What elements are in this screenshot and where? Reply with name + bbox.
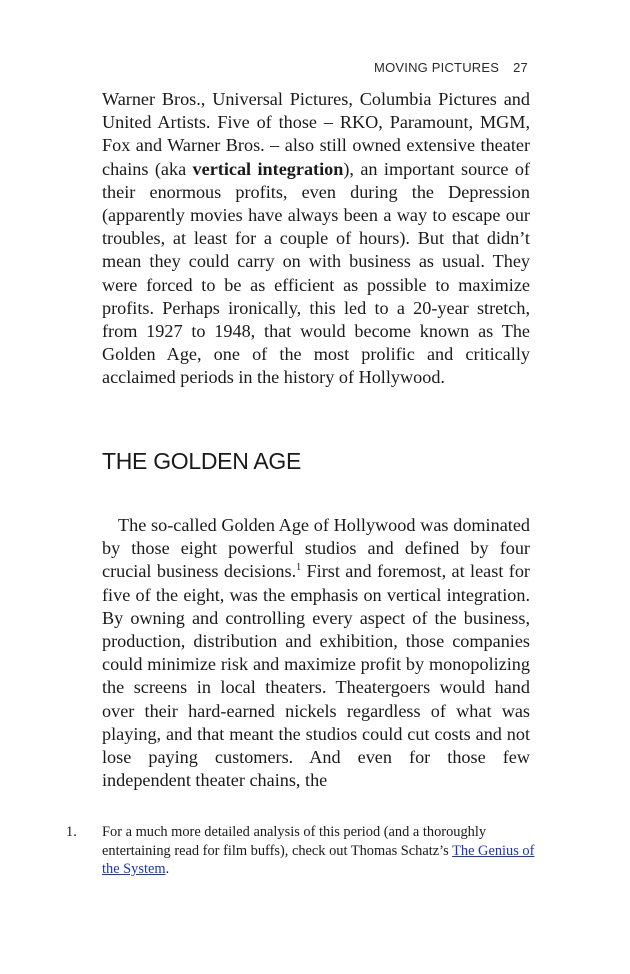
paragraph-text: ), an important source of their enormous profits, even during the Depression (apparently movies have always been a way to escape our troubles, at least for a couple of hours). But that didn’t mean they could carry on with business as usual. They were forced to be as efficient as possible to maximize profits. Perhaps ironically, this led to a 20-year stretch, from 1927 to 1948, that would become known as The Golden Age, one of the most prolific and critically acclaimed periods in the history of Hollywood. (102, 158, 530, 388)
book-link[interactable]: The Genius of the System (102, 842, 535, 877)
body-paragraph-1 (102, 88, 530, 390)
section-heading: THE GOLDEN AGE (102, 448, 302, 474)
footnote-number: 1. (66, 824, 77, 840)
paragraph-text: Warner Bros., Universal Pictures, Columbia Pictures and United Artists. Five of those – RKO, Paramount, MGM, Fox and Warner Bros. – also still owned extensive theater chains (aka (102, 89, 530, 179)
footnote-end: . (165, 861, 170, 877)
footnote-reference[interactable]: 1 (296, 562, 302, 574)
footnote (66, 823, 552, 879)
paragraph-text: The so-called Golden Age of Hollywood was dominated by those eight powerful studios and defined by four crucial business decisions. (102, 515, 530, 582)
body-paragraph-2 (102, 514, 530, 792)
paragraph-text: First and foremost, at least for five of the eight, was the emphasis on vertical integration. By owning and controlling every aspect of the business, production, distribution and exhibition, those companies could minimize risk and maximize profit by monopolizing the screens in local theaters. Theatergoers would hand over their hard-earned nickels regardless of what was playing, and that meant the studios could cut costs and not lose paying customers. And even for those few independent theater chains, the (102, 561, 530, 791)
footnote-text: For a much more detailed analysis of this period (and a thoroughly entertaining read for film buffs), check out Thomas Schatz’s (102, 824, 487, 859)
bold-term: vertical integration (192, 158, 344, 179)
running-title: MOVING PICTURES (374, 60, 500, 75)
running-header (374, 60, 528, 75)
page-number: 27 (513, 60, 528, 75)
